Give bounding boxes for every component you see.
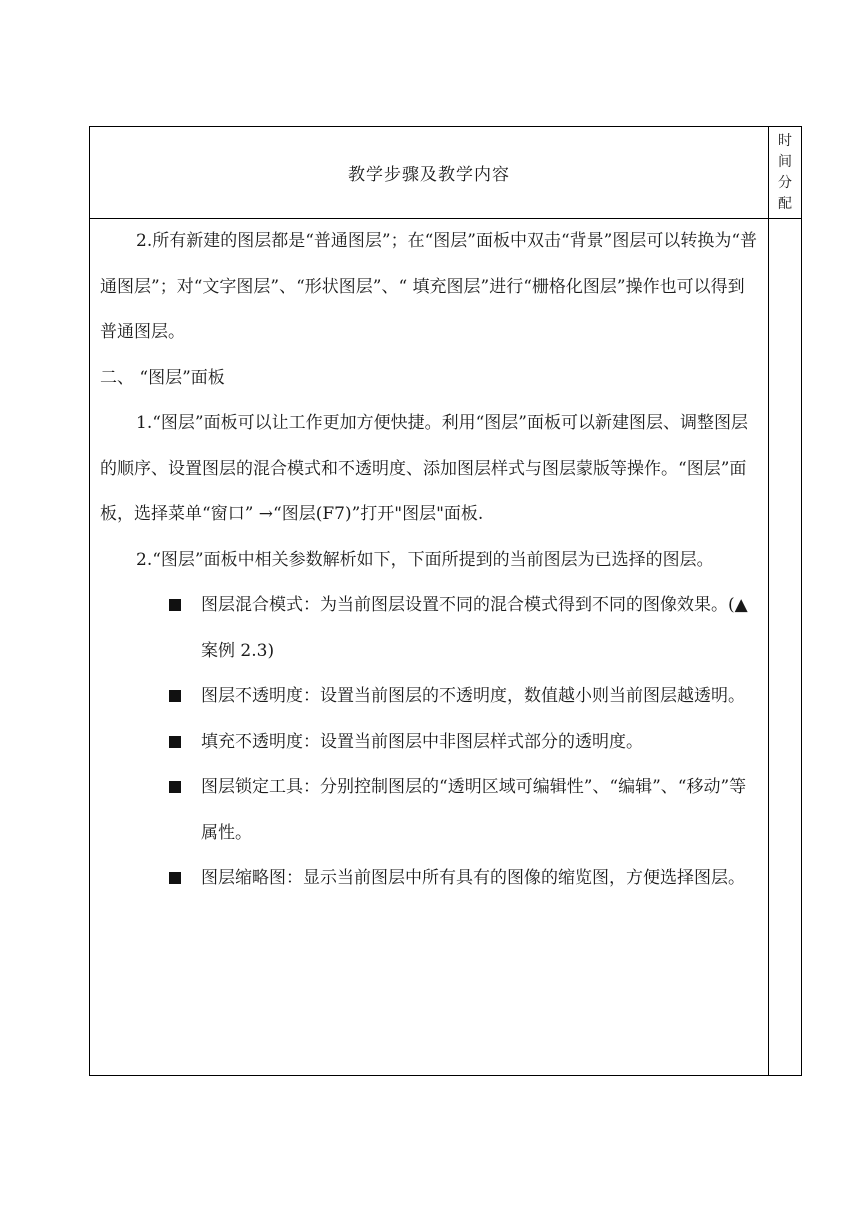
- teaching-content: [100, 219, 760, 902]
- square-bullet-icon: [169, 599, 181, 611]
- section-heading-layers-panel: 二、 “图层”面板: [100, 367, 225, 388]
- list-item-text: 图层不透明度：设置当前图层的不透明度，数值越小则当前图层越透明。: [201, 686, 745, 706]
- paragraph-parameters-intro: 2.“图层”面板中相关参数解析如下，下面所提到的当前图层为已选择的图层。: [136, 549, 714, 570]
- list-item: [100, 674, 760, 720]
- list-item: [100, 765, 760, 856]
- paragraph-layers-panel-intro: 1.“图层”面板可以让工作更加方便快捷。利用“图层”面板可以新建图层、调整图层的顺序、设置图层的混合模式和不透明度、添加图层样式与图层蒙版等操作。“图层”面板，选择菜单“窗口” →“图层(F7)”打开"图层"面板.: [100, 413, 748, 524]
- square-bullet-icon: [169, 690, 181, 702]
- list-item: [100, 856, 760, 902]
- time-header-char: 间: [778, 154, 792, 170]
- square-bullet-icon: [169, 872, 181, 884]
- time-header-char: 分: [778, 175, 792, 191]
- list-item-text: 图层缩略图：显示当前图层中所有具有的图像的缩览图，方便选择图层。: [201, 868, 745, 888]
- time-allocation-header: [769, 131, 801, 215]
- list-item: [100, 583, 760, 674]
- list-item-text: 填充不透明度：设置当前图层中非图层样式部分的透明度。: [201, 731, 643, 752]
- paragraph-normal-layers: 2.所有新建的图层都是“普通图层”；在“图层”面板中双击“背景”图层可以转换为“普通图层”；对“文字图层”、“形状图层”、“ 填充图层”进行“栅格化图层”操作也可以得到普通图层。: [100, 231, 758, 342]
- column-divider: [768, 127, 769, 1075]
- list-item-text: 图层锁定工具：分别控制图层的“透明区域可编辑性”、“编辑”、“移动”等属性。: [201, 777, 747, 843]
- list-item: [100, 720, 760, 766]
- time-header-char: 配: [778, 196, 792, 212]
- parameter-list: [100, 583, 760, 902]
- list-item-text: 图层混合模式：为当前图层设置不同的混合模式得到不同的图像效果。(▲案例 2.3): [201, 595, 748, 661]
- square-bullet-icon: [169, 781, 181, 793]
- header-title: 教学步骤及教学内容: [348, 165, 510, 185]
- lesson-table: [89, 126, 802, 1076]
- square-bullet-icon: [169, 736, 181, 748]
- time-header-char: 时: [778, 133, 792, 149]
